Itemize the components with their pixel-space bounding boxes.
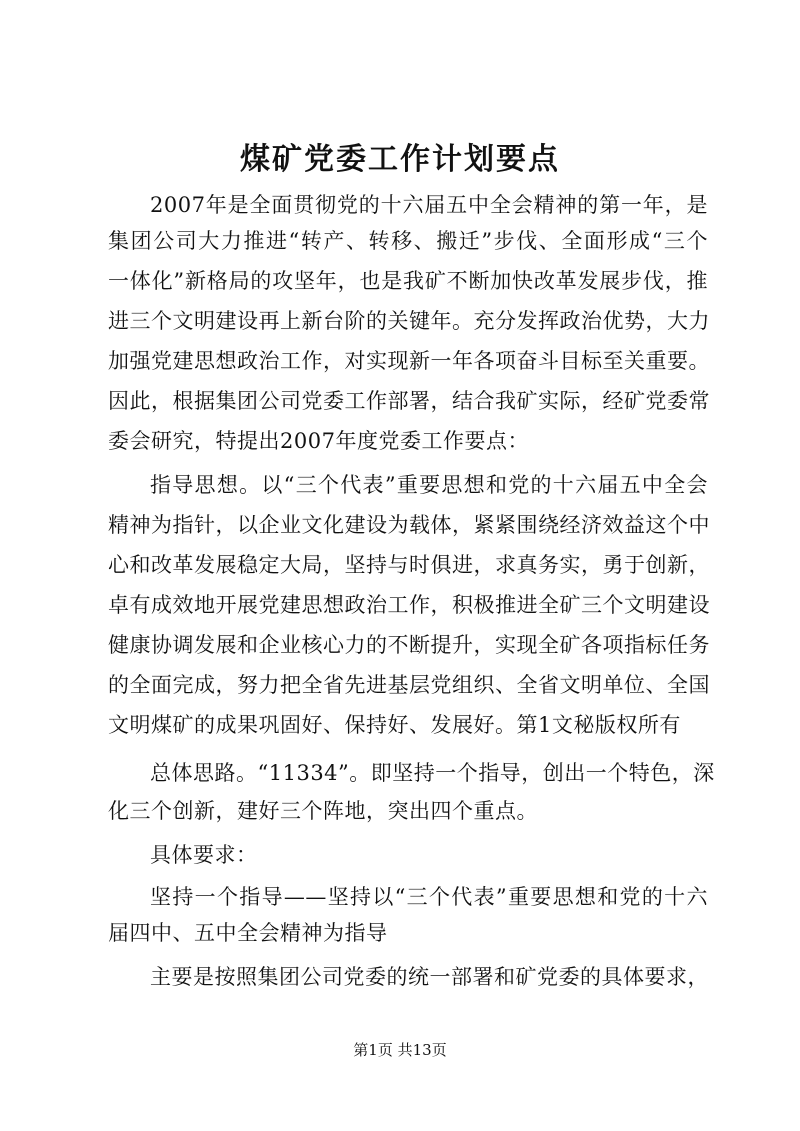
paragraph-line: 届四中、五中全会精神为指导 [108, 921, 388, 945]
page-number-footer: 第1页 共13页 [353, 1041, 447, 1059]
paragraph-line: 心和改革发展稳定大局，坚持与时俱进，求真务实，勇于创新， [108, 553, 710, 577]
paragraph-line: 卓有成效地开展党建思想政治工作，积极推进全矿三个文明建设 [108, 593, 710, 617]
paragraph-line: 精神为指针，以企业文化建设为载体，紧紧围绕经济效益这个中 [108, 513, 710, 537]
document-title: 煤矿党委工作计划要点 [240, 142, 560, 177]
paragraph-line: 化三个创新，建好三个阵地，突出四个重点。 [108, 799, 538, 823]
paragraph-line: 因此，根据集团公司党委工作部署，结合我矿实际，经矿党委常 [108, 389, 710, 413]
paragraph-line: 进三个文明建设再上新台阶的关键年。充分发挥政治优势，大力 [108, 309, 710, 333]
paragraph-line: 的全面完成，努力把全省先进基层党组织、全省文明单位、全国 [108, 673, 710, 697]
paragraph-line: 加强党建思想政治工作，对实现新一年各项奋斗目标至关重要。 [108, 349, 710, 373]
paragraph-line: 坚持一个指导——坚持以“三个代表”重要思想和党的十六 [150, 885, 708, 909]
paragraph-line: 总体思路。“11334”。即坚持一个指导，创出一个特色，深 [150, 761, 715, 785]
paragraph-line: 2007年是全面贯彻党的十六届五中全会精神的第一年，是 [150, 193, 708, 217]
paragraph-line: 具体要求： [150, 843, 258, 867]
paragraph-line: 健康协调发展和企业核心力的不断提升，实现全矿各项指标任务 [108, 633, 710, 657]
paragraph-line: 主要是按照集团公司党委的统一部署和矿党委的具体要求， [150, 965, 709, 989]
paragraph-line: 委会研究，特提出2007年度党委工作要点： [108, 429, 529, 453]
paragraph-line: 集团公司大力推进“转产、转移、搬迁”步伐、全面形成“三个 [108, 229, 708, 253]
paragraph-line: 指导思想。以“三个代表”重要思想和党的十六届五中全会 [150, 473, 708, 497]
paragraph-line: 一体化”新格局的攻坚年，也是我矿不断加快改革发展步伐，推 [108, 269, 708, 293]
paragraph-line: 文明煤矿的成果巩固好、保持好、发展好。第1文秘版权所有 [108, 713, 681, 737]
